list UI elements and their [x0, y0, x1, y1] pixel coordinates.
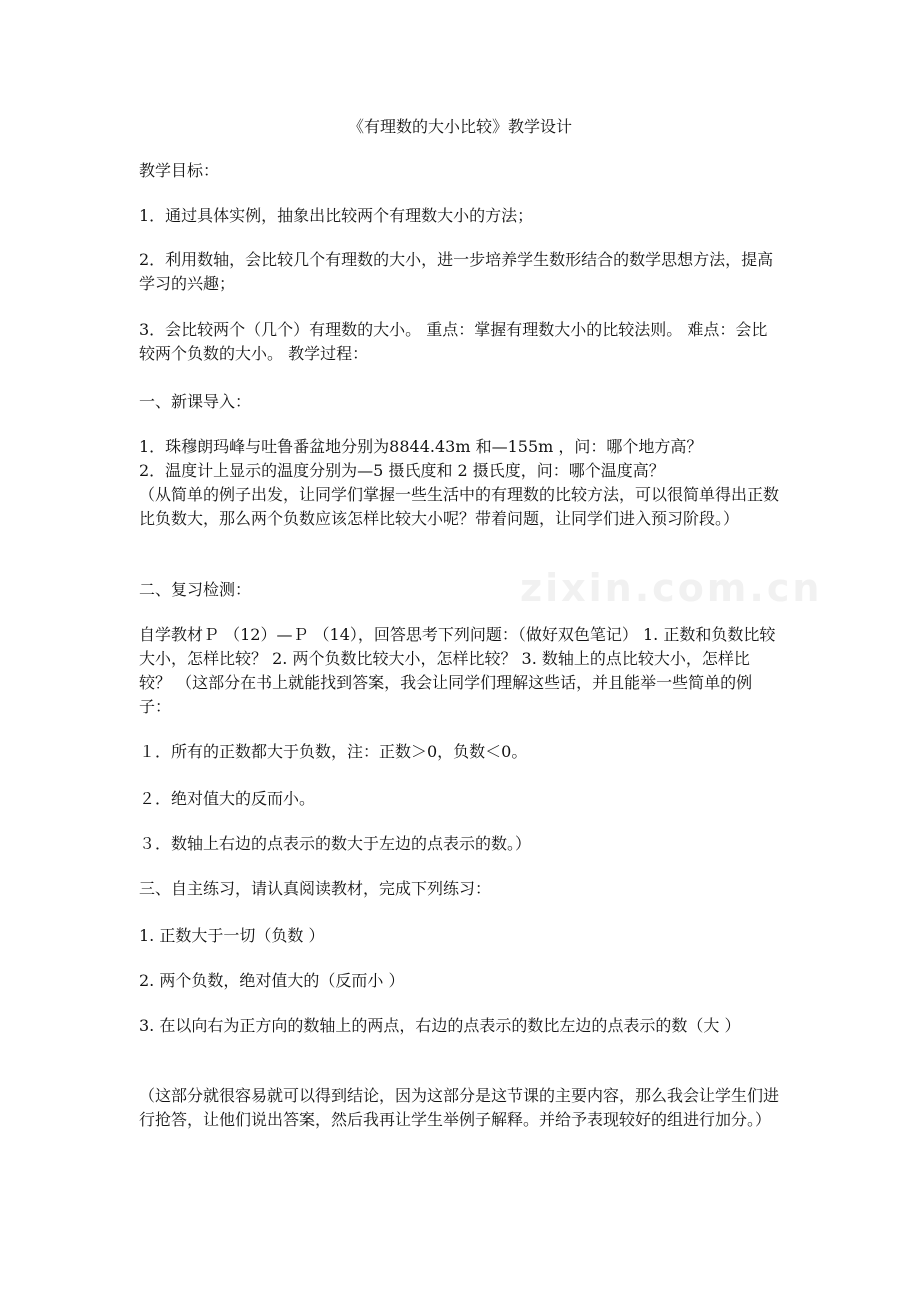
rule-2: ２．绝对值大的反而小。 [139, 789, 316, 808]
objective-3-key-points: 3．会比较两个（几个）有理数的大小。 重点：掌握有理数大小的比较法则。 难点：会比较两个负数的大小。 教学过程： [139, 320, 768, 363]
intro-question-1: 1．珠穆朗玛峰与吐鲁番盆地分别为8844.43m 和—155m ，问：哪个地方高？ [139, 437, 703, 456]
document-title: 《有理数的大小比较》教学设计 [347, 117, 572, 136]
section-objectives-heading: 教学目标： [139, 161, 220, 180]
watermark: zixin.com.cn [520, 566, 823, 610]
rule-1: １．所有的正数都大于负数，注：正数＞0，负数＜0。 [139, 742, 528, 761]
review-instructions: 自学教材Ｐ （12）—Ｐ （14），回答思考下列问题：（做好双色笔记） 1. 正数和负数比较大小，怎样比较？ 2. 两个负数比较大小，怎样比较？ 3. 数轴上的点比较大小，怎样比较？ （这部分在书上就能找到答案，我会让同学们理解这些话，并且能举一些简单的例子： [139, 625, 776, 716]
section-intro-heading: 一、新课导入： [139, 392, 252, 411]
practice-2: 2. 两个负数，绝对值大的（反而小 ） [139, 971, 405, 990]
section-practice-heading: 三、自主练习，请认真阅读教材，完成下列练习： [139, 879, 492, 898]
practice-3: 3. 在以向右为正方向的数轴上的两点，右边的点表示的数比左边的点表示的数（大 ） [139, 1016, 741, 1035]
practice-1: 1. 正数大于一切（负数 ） [139, 926, 325, 945]
objective-2: 2．利用数轴，会比较几个有理数的大小，进一步培养学生数形结合的数学思想方法，提高学习的兴趣； [139, 250, 774, 293]
objective-1: 1．通过具体实例，抽象出比较两个有理数大小的方法； [139, 206, 534, 225]
intro-explanation: （从简单的例子出发，让同学们掌握一些生活中的有理数的比较方法，可以很简单得出正数比负数大，那么两个负数应该怎样比较大小呢？带着问题，让同学们进入预习阶段。） [139, 485, 780, 528]
intro-question-2: 2．温度计上显示的温度分别为—5 摄氏度和 2 摄氏度，问：哪个温度高？ [139, 461, 665, 480]
practice-explanation: （这部分就很容易就可以得到结论，因为这部分是这节课的主要内容，那么我会让学生们进行抢答，让他们说出答案，然后我再让学生举例子解释。并给予表现较好的组进行加分。） [139, 1086, 780, 1129]
rule-3: ３．数轴上右边的点表示的数大于左边的点表示的数。） [139, 834, 532, 853]
section-review-heading: 二、复习检测： [139, 580, 252, 599]
